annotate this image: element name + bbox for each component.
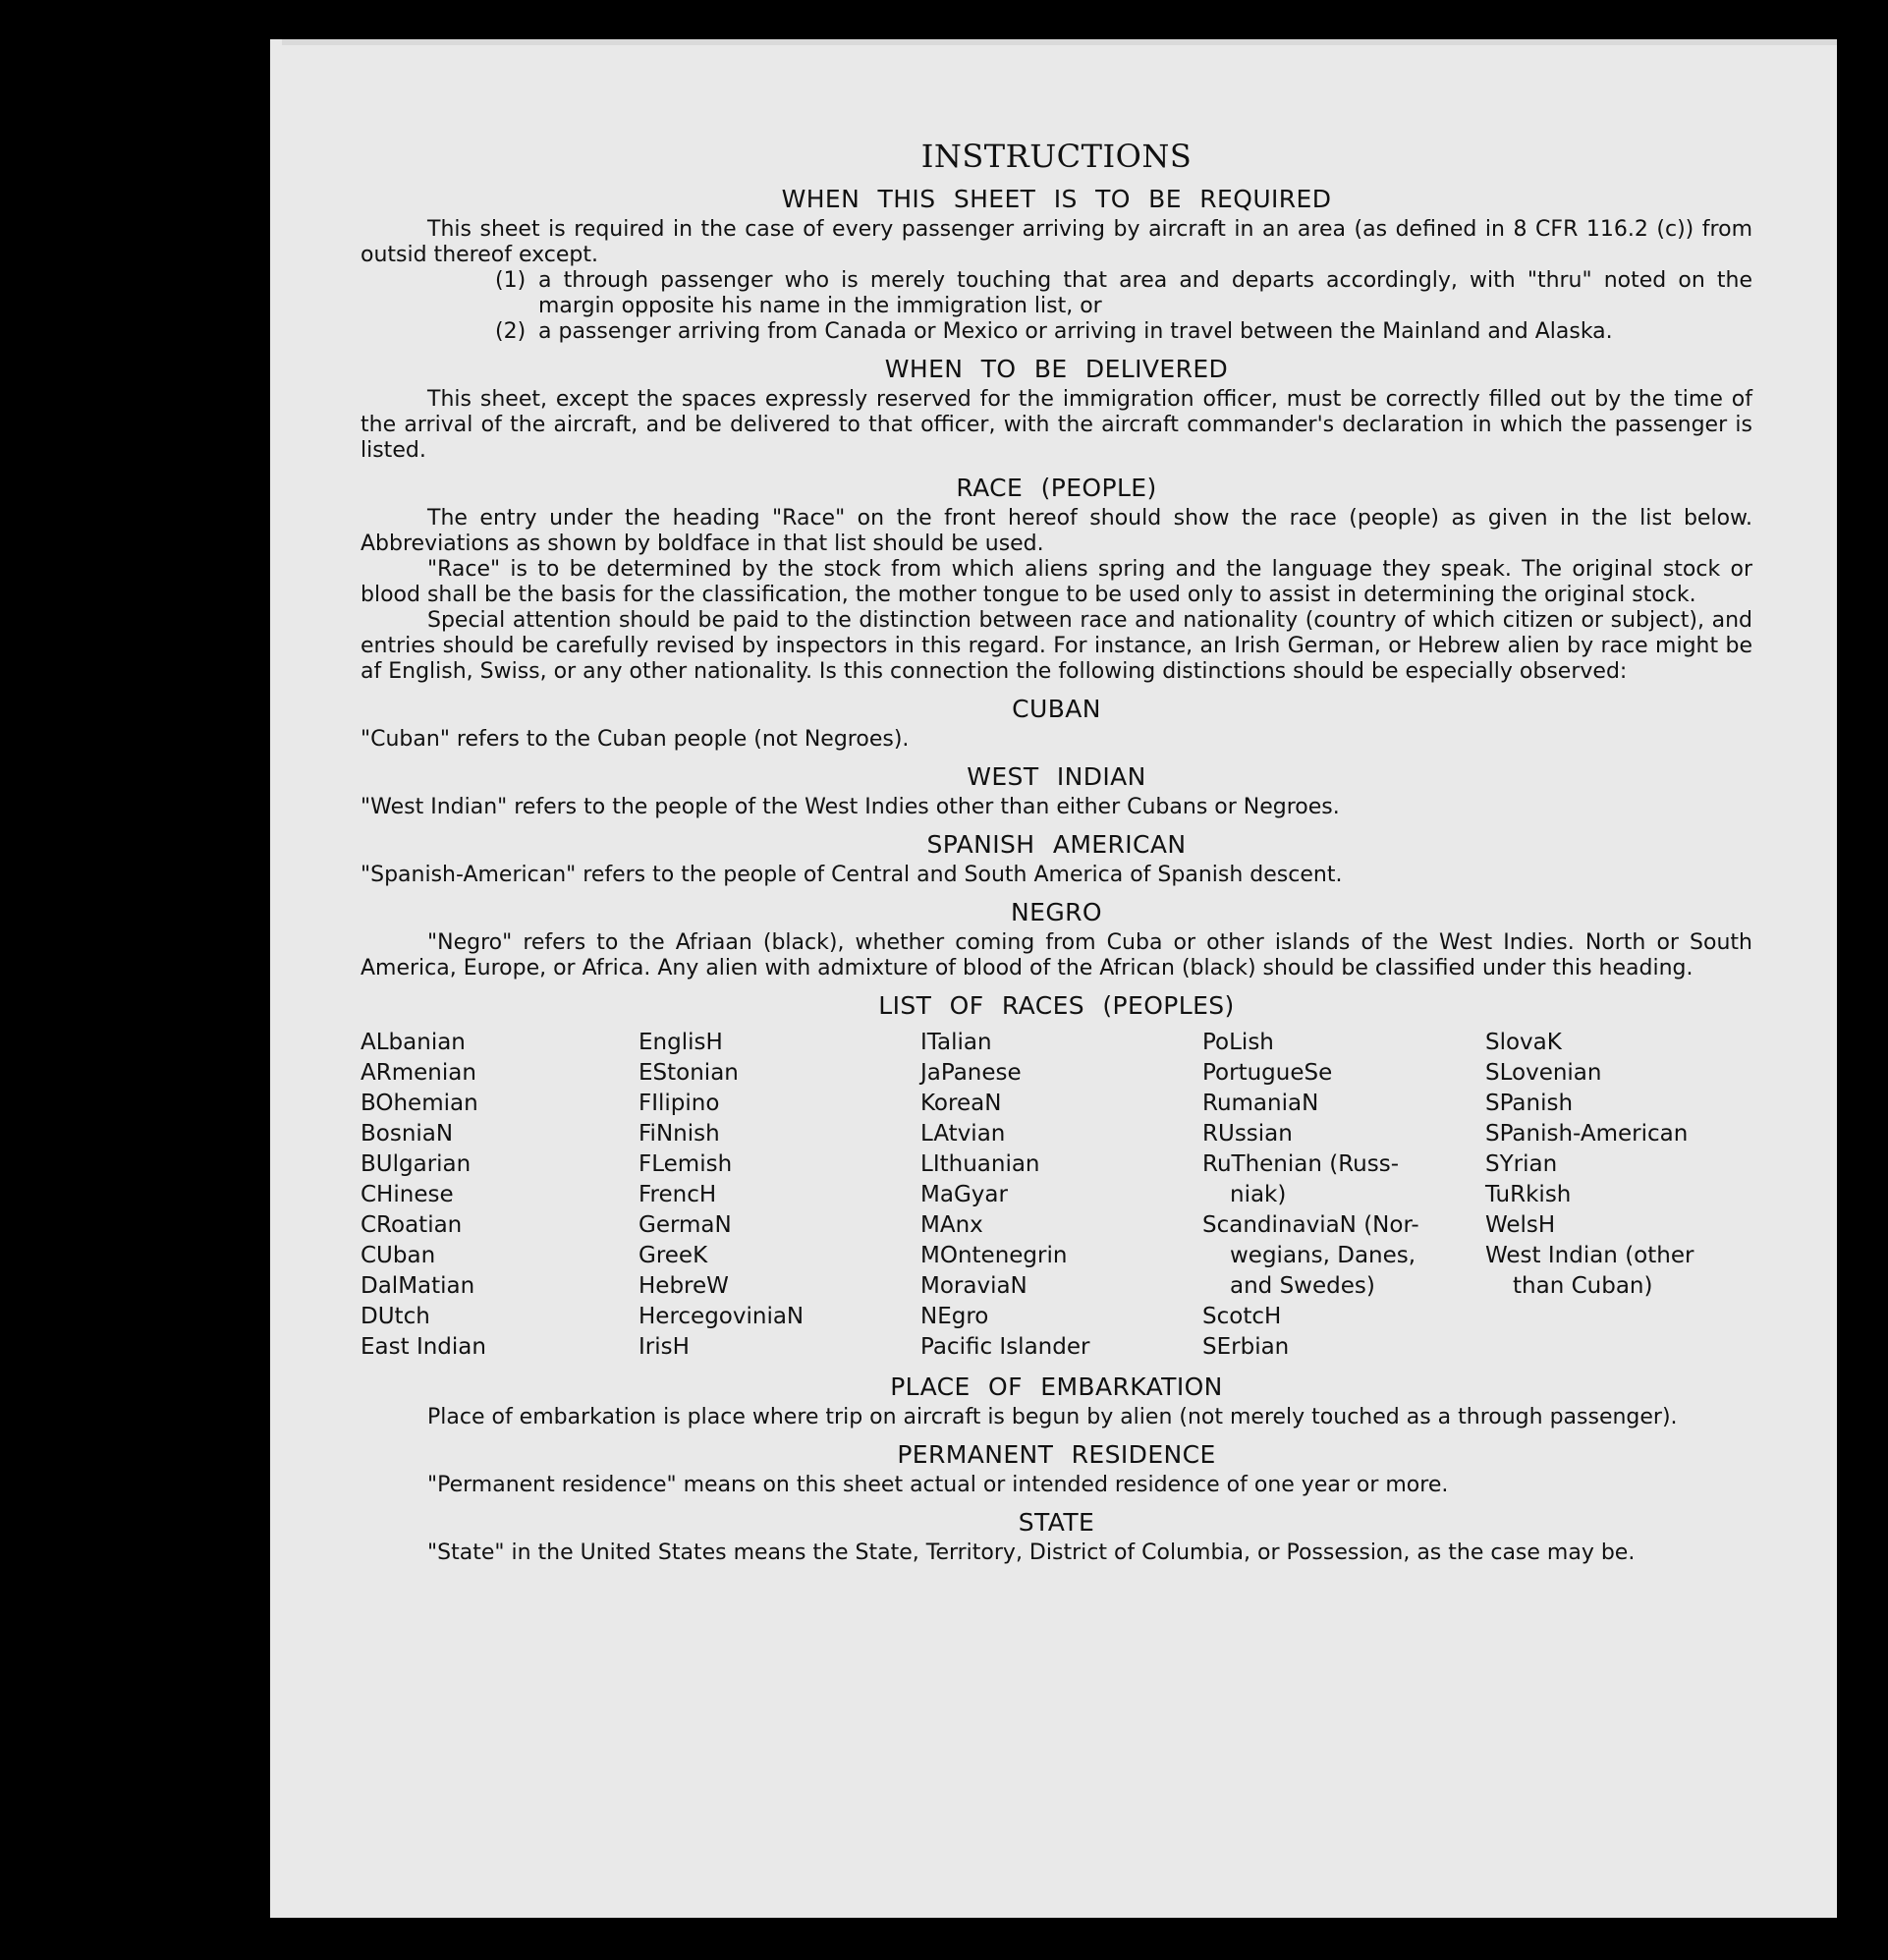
race-entry-continuation: and Swedes) xyxy=(1230,1273,1375,1299)
races-column-1 xyxy=(361,1028,639,1363)
race-entry: HercegoviniaN xyxy=(639,1304,805,1329)
races-column-4 xyxy=(1202,1028,1485,1363)
race-entry: PoLish xyxy=(1202,1030,1274,1055)
exception-text: a through passenger who is merely touching that area and departs accordingly, with "thru" noted on the margin opposite his name in the immigration list, or xyxy=(538,268,1752,318)
race-entry: West Indian (other xyxy=(1485,1243,1694,1268)
race-entry: ScotcH xyxy=(1202,1304,1282,1329)
race-entry: SlovaK xyxy=(1485,1030,1562,1055)
race-entry: East Indian xyxy=(361,1334,486,1360)
race-entry: NEgro xyxy=(920,1304,989,1329)
race-entry: BOhemian xyxy=(361,1091,478,1116)
races-column-2 xyxy=(639,1028,920,1363)
paragraph-race-2: "Race" is to be determined by the stock from which aliens spring and the language they speak. The original stock or blood shall be the basis for the classification, the mother tongue to be used only to assist in determining the original stock. xyxy=(361,557,1752,607)
race-entry: GreeK xyxy=(639,1243,708,1268)
heading-west-indian: WEST INDIAN xyxy=(967,762,1146,791)
race-entry: HebreW xyxy=(639,1273,729,1299)
race-entry: SLovenian xyxy=(1485,1060,1602,1086)
heading-permanent-residence: PERMANENT RESIDENCE xyxy=(897,1440,1216,1469)
race-entry: CUban xyxy=(361,1243,436,1268)
race-entry: EnglisH xyxy=(639,1030,723,1055)
race-entry: CRoatian xyxy=(361,1212,463,1238)
race-entry: LAtvian xyxy=(920,1121,1006,1147)
paragraph-negro: "Negro" refers to the Afriaan (black), whether coming from Cuba or other islands of the West Indies. North or South America, Europe, or Africa. Any alien with admixture of blood of the African (black) should be classified under this heading. xyxy=(361,930,1752,980)
races-list xyxy=(361,1028,1752,1363)
heading-when-required: WHEN THIS SHEET IS TO BE REQUIRED xyxy=(781,185,1332,213)
race-entry: Pacific Islander xyxy=(920,1334,1090,1360)
heading-race: RACE (PEOPLE) xyxy=(956,474,1157,502)
paragraph-delivered: This sheet, except the spaces expressly reserved for the immigration officer, must be correctly filled out by the time of the arrival of the aircraft, and be delivered to that officer, with the aircraft commander's declaration in which the passenger is listed. xyxy=(361,387,1752,463)
race-entry: ITalian xyxy=(920,1030,992,1055)
heading-when-delivered: WHEN TO BE DELIVERED xyxy=(884,355,1229,383)
exception-number: (2) xyxy=(495,319,527,344)
race-entry: FiNnish xyxy=(639,1121,720,1147)
heading-place-of-embarkation: PLACE OF EMBARKATION xyxy=(890,1372,1223,1401)
paragraph-embarkation: Place of embarkation is place where trip on aircraft is begun by alien (not merely touched as a through passenger). xyxy=(427,1405,1678,1429)
race-entry: KoreaN xyxy=(920,1091,1002,1116)
paragraph-state: "State" in the United States means the State, Territory, District of Columbia, or Possession, as the case may be. xyxy=(427,1540,1636,1565)
exception-item-2 xyxy=(361,319,1752,345)
race-entry: FIlipino xyxy=(639,1091,720,1116)
document-sheet xyxy=(270,39,1837,1918)
race-entry: BUlgarian xyxy=(361,1151,472,1177)
race-entry: PortugueSe xyxy=(1202,1060,1333,1086)
race-entry: ARmenian xyxy=(361,1060,476,1086)
race-entry: RumaniaN xyxy=(1202,1091,1319,1116)
race-entry: ScandinaviaN (Nor- xyxy=(1202,1212,1419,1238)
race-entry: FLemish xyxy=(639,1151,733,1177)
race-entry-continuation: wegians, Danes, xyxy=(1230,1243,1416,1268)
races-column-3 xyxy=(920,1028,1202,1363)
paragraph-west-indian: "West Indian" refers to the people of the West Indies other than either Cubans or Negroes. xyxy=(361,795,1340,819)
race-entry: DUtch xyxy=(361,1304,430,1329)
heading-state: STATE xyxy=(1018,1508,1095,1537)
heading-spanish-american: SPANISH AMERICAN xyxy=(926,830,1187,859)
race-entry: GermaN xyxy=(639,1212,732,1238)
race-entry: SPanish xyxy=(1485,1091,1574,1116)
race-entry: BosniaN xyxy=(361,1121,454,1147)
page-title: INSTRUCTIONS xyxy=(920,138,1193,175)
heading-negro: NEGRO xyxy=(1011,898,1102,926)
exception-item-1 xyxy=(361,268,1752,319)
race-entry: FrencH xyxy=(639,1182,717,1207)
paragraph-race-1: The entry under the heading "Race" on the front hereof should show the race (people) as given in the list below. Abbreviations as shown by boldface in that list should be used. xyxy=(361,506,1752,556)
race-entry: CHinese xyxy=(361,1182,454,1207)
paragraph-cuban: "Cuban" refers to the Cuban people (not Negroes). xyxy=(361,727,910,752)
exception-number: (1) xyxy=(495,268,527,293)
race-entry: JaPanese xyxy=(920,1060,1022,1086)
race-entry: MoraviaN xyxy=(920,1273,1027,1299)
race-entry: EStonian xyxy=(639,1060,739,1086)
race-entry-continuation: than Cuban) xyxy=(1513,1273,1653,1299)
race-entry: RuThenian (Russ- xyxy=(1202,1151,1400,1177)
race-entry-continuation: niak) xyxy=(1230,1182,1287,1207)
races-column-5 xyxy=(1485,1028,1752,1363)
race-entry: MAnx xyxy=(920,1212,983,1238)
race-entry: LIthuanian xyxy=(920,1151,1040,1177)
race-entry: MOntenegrin xyxy=(920,1243,1068,1268)
heading-cuban: CUBAN xyxy=(1012,695,1101,723)
race-entry: TuRkish xyxy=(1485,1182,1572,1207)
race-entry: SYrian xyxy=(1485,1151,1558,1177)
exception-text: a passenger arriving from Canada or Mexico or arriving in travel between the Mainland and Alaska. xyxy=(538,319,1613,344)
heading-list-of-races: LIST OF RACES (PEOPLES) xyxy=(878,991,1235,1020)
paragraph-spanish-american: "Spanish-American" refers to the people of Central and South America of Spanish descent. xyxy=(361,863,1343,887)
paragraph-race-3: Special attention should be paid to the distinction between race and nationality (country of which citizen or subject), and entries should be carefully revised by inspectors in this regard. For instance, an Irish German, or Hebrew alien by race might be af English, Swiss, or any other nationality. Is this connection the following distinctions should be especially observed: xyxy=(361,608,1752,684)
race-entry: DalMatian xyxy=(361,1273,475,1299)
race-entry: SErbian xyxy=(1202,1334,1290,1360)
race-entry: IrisH xyxy=(639,1334,690,1360)
paragraph-residence: "Permanent residence" means on this sheet actual or intended residence of one year or more. xyxy=(427,1473,1449,1497)
race-entry: MaGyar xyxy=(920,1182,1008,1207)
race-entry: WelsH xyxy=(1485,1212,1556,1238)
paragraph-required: This sheet is required in the case of every passenger arriving by aircraft in an area (as defined in 8 CFR 116.2 (c)) from outsid thereof except. xyxy=(361,217,1752,267)
race-entry: RUssian xyxy=(1202,1121,1293,1147)
race-entry: SPanish-American xyxy=(1485,1121,1689,1147)
race-entry: ALbanian xyxy=(361,1030,466,1055)
